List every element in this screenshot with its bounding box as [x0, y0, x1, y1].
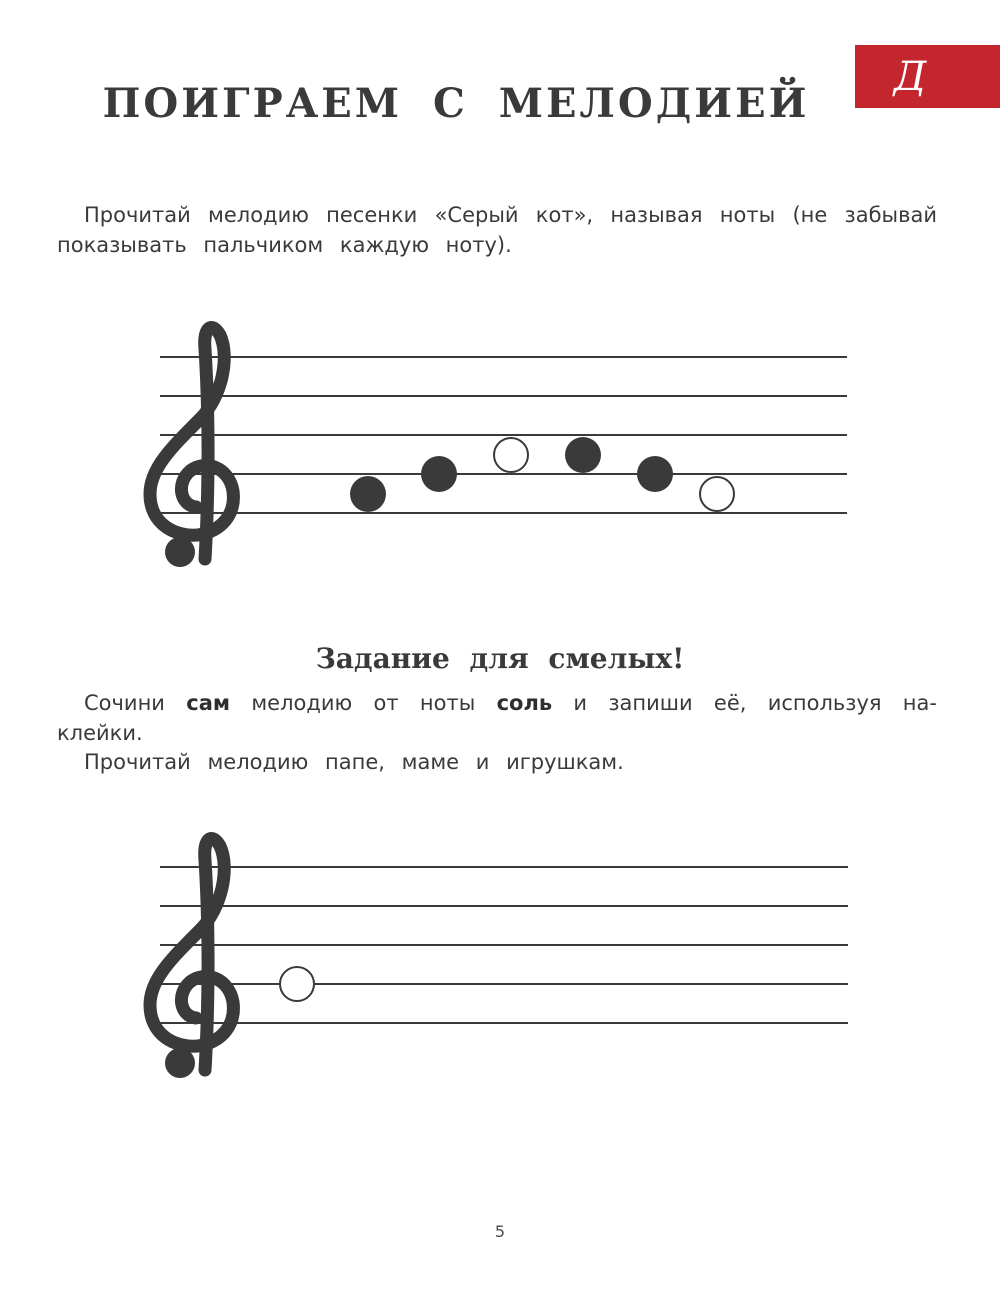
page-number: 5	[494, 1222, 506, 1241]
task-bold-sam: сам	[186, 691, 231, 715]
task-paragraph-1	[57, 688, 937, 748]
task-text-1: Сочини	[84, 691, 165, 715]
note-4	[565, 437, 601, 473]
staff-lines	[160, 867, 848, 1023]
note-1	[350, 476, 386, 512]
staff-lines	[160, 357, 847, 513]
task-text-2: мелодию от ноты	[251, 691, 476, 715]
task-paragraph-2: Прочитай мелодию папе, маме и игрушкам.	[84, 750, 624, 774]
task-bold-sol: соль	[496, 691, 553, 715]
music-staff-2	[0, 830, 1000, 1090]
note-sol	[280, 967, 314, 1001]
treble-clef-icon	[150, 327, 233, 567]
task-text-3: и запиши её, используя на-клейки.	[57, 691, 937, 745]
note-6	[700, 477, 734, 511]
music-staff-1	[0, 320, 1000, 580]
note-5	[637, 456, 673, 492]
note-2	[421, 456, 457, 492]
intro-paragraph: Прочитай мелодию песенки «Серый кот», называя ноты (не забывай показывать пальчиком каждую ноту).	[57, 203, 937, 257]
staff2-notes	[280, 967, 314, 1001]
treble-clef-icon	[150, 838, 233, 1078]
page-title: ПОИГРАЕМ С МЕЛОДИЕЙ	[102, 80, 810, 127]
task-heading: Задание для смелых!	[315, 642, 685, 675]
note-3	[494, 438, 528, 472]
section-letter: Д	[893, 53, 927, 100]
